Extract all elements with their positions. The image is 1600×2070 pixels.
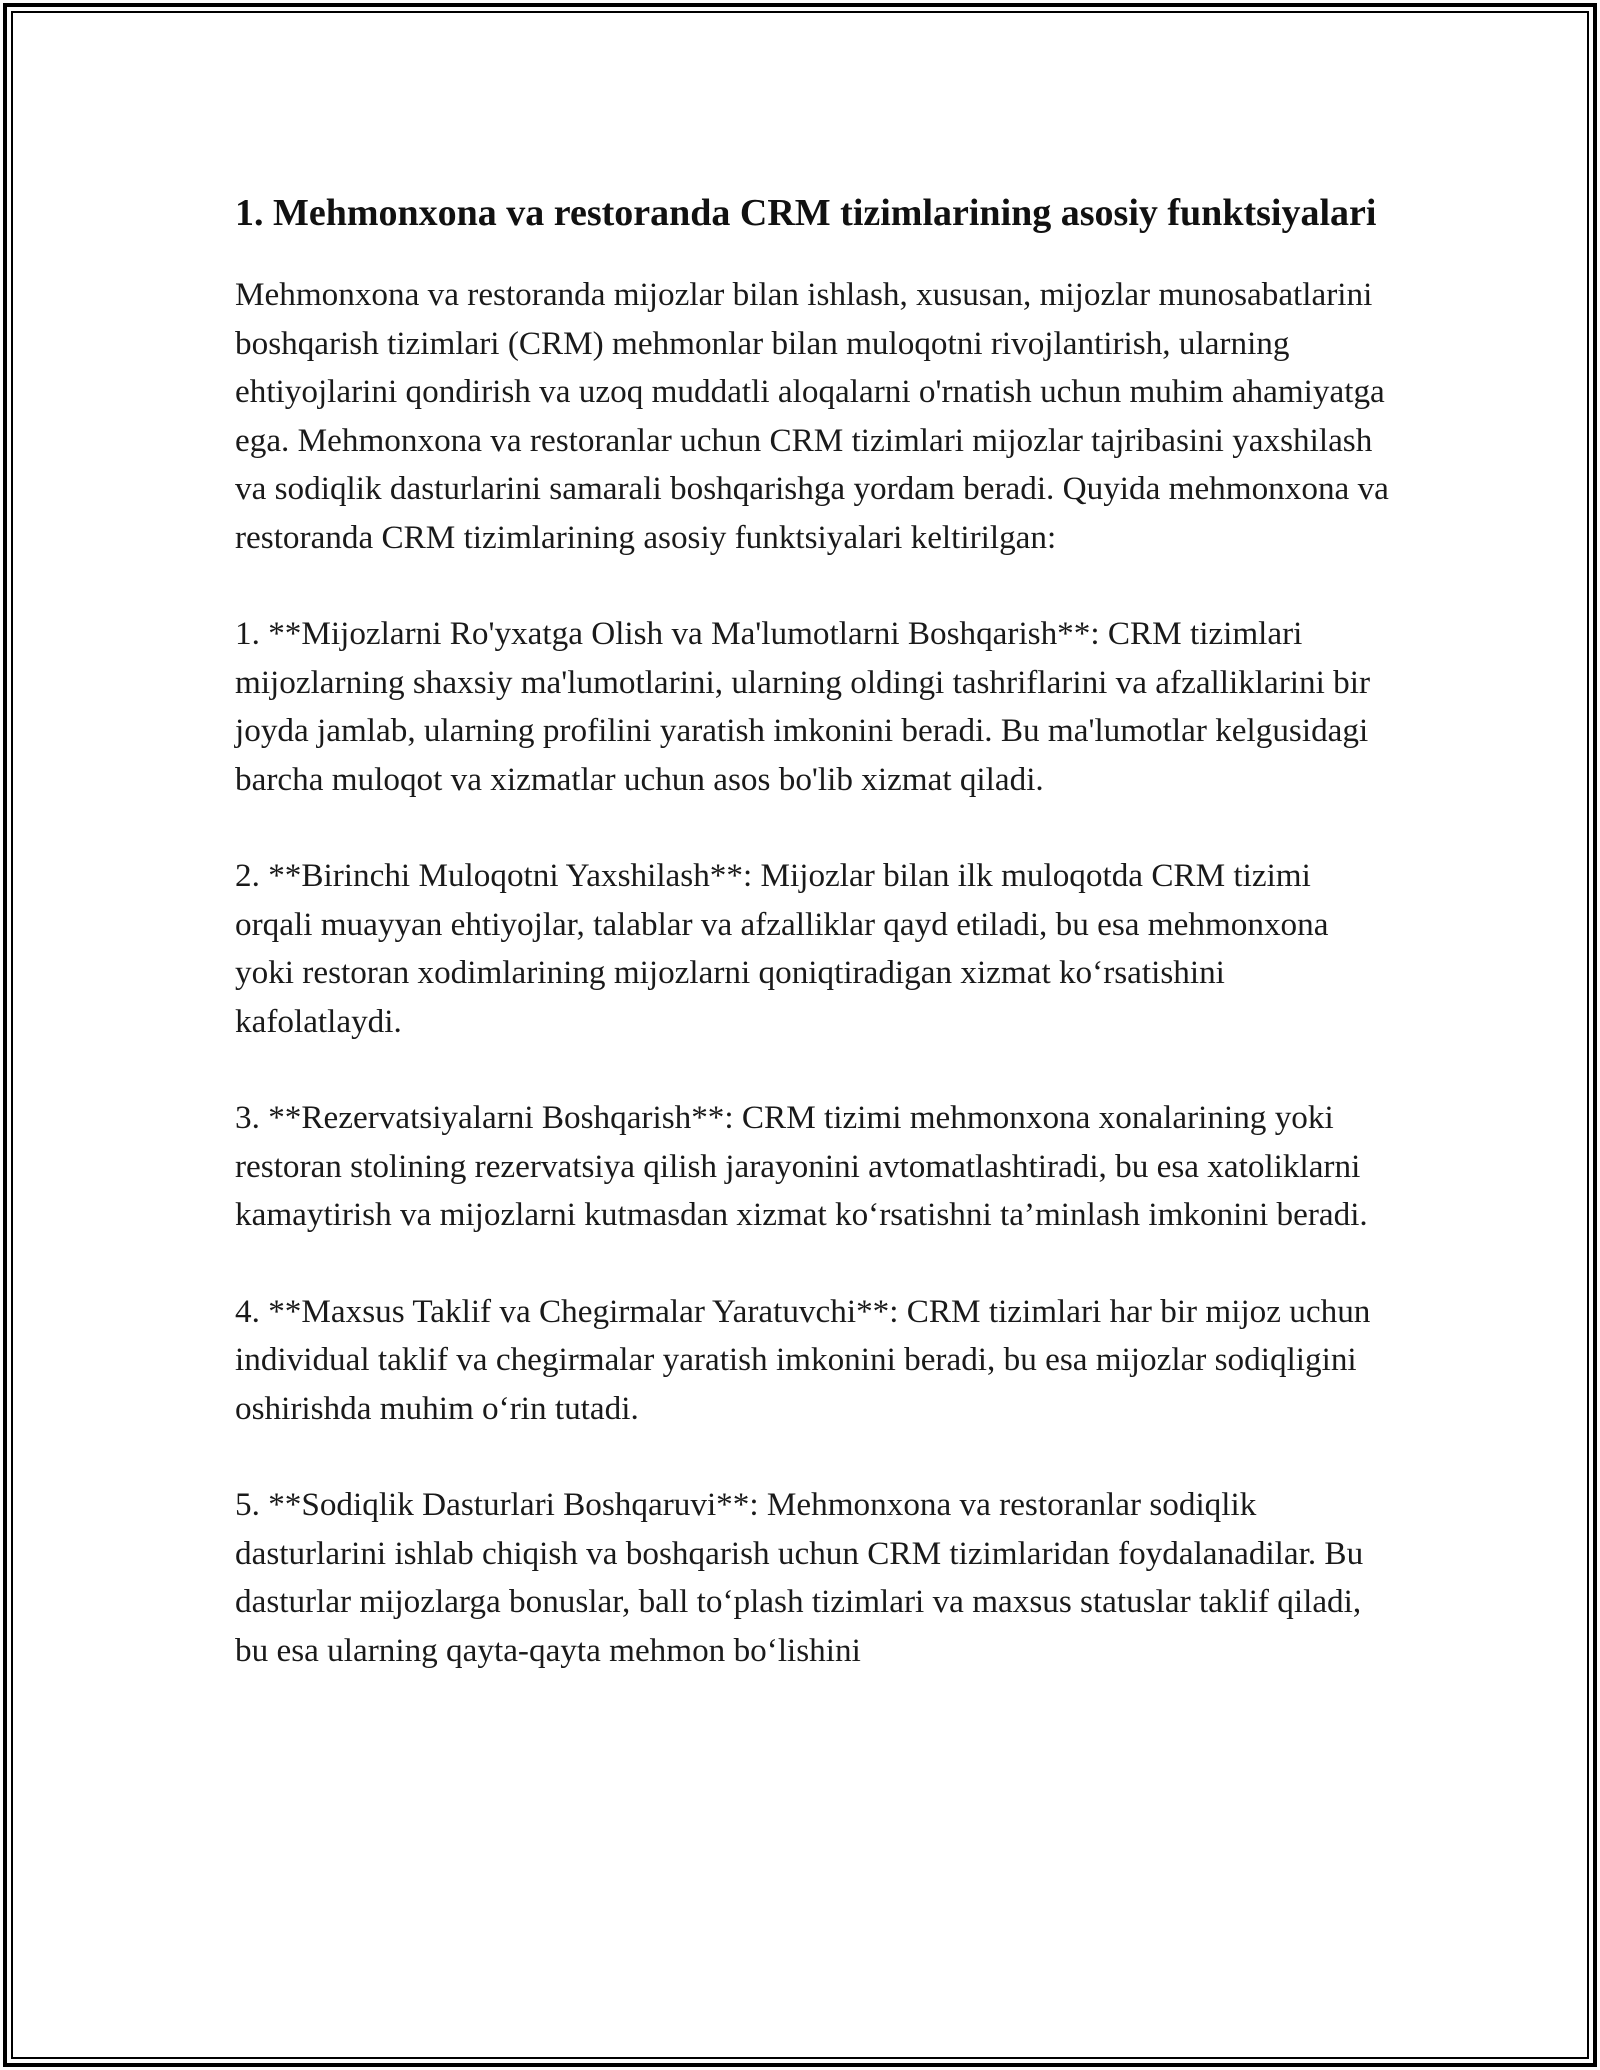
document-body	[235, 186, 1395, 1723]
list-item-1: 1. **Mijozlarni Ro'yxatga Olish va Ma'lumotlarni Boshqarish**: CRM tizimlari mijozlarning shaxsiy ma'lumotlarini, ularning oldingi tashriflarini va afzalliklarini bir joyda jamlab, ularning profilini yaratish imkonini beradi. Bu ma'lumotlar kelgusidagi barcha muloqot va xizmatlar uchun asos bo'lib xizmat qiladi.	[235, 615, 1371, 798]
list-item-5: 5. **Sodiqlik Dasturlari Boshqaruvi**: Mehmonxona va restoranlar sodiqlik dasturlarini ishlab chiqish va boshqarish uchun CRM tizimlaridan foydalanadilar. Bu dasturlar mijozlarga bonuslar, ball to‘plash tizimlari va maxsus statuslar taklif qiladi, bu esa ularning qayta-qayta mehmon bo‘lishini	[235, 1486, 1364, 1669]
section-heading: 1. Mehmonxona va restoranda CRM tizimlarining asosiy funktsiyalari	[235, 192, 1377, 234]
intro-paragraph: Mehmonxona va restoranda mijozlar bilan ishlash, xususan, mijozlar munosabatlarini boshqarish tizimlari (CRM) mehmonlar bilan muloqotni rivojlantirish, ularning ehtiyojlarini qondirish va uzoq muddatli aloqalarni o'rnatish uchun muhim ahamiyatga ega. Mehmonxona va restoranlar uchun CRM tizimlari mijozlar tajribasini yaxshilash va sodiqlik dasturlarini samarali boshqarishga yordam beradi. Quyida mehmonxona va restoranda CRM tizimlarining asosiy funktsiyalari keltirilgan:	[235, 276, 1389, 556]
list-item-3: 3. **Rezervatsiyalarni Boshqarish**: CRM tizimi mehmonxona xonalarining yoki restoran stolining rezervatsiya qilish jarayonini avtomatlashtiradi, bu esa xatoliklarni kamaytirish va mijozlarni kutmasdan xizmat ko‘rsatishni ta’minlash imkonini beradi.	[235, 1099, 1368, 1233]
list-item-4: 4. **Maxsus Taklif va Chegirmalar Yaratuvchi**: CRM tizimlari har bir mijoz uchun individual taklif va chegirmalar yaratish imkonini beradi, bu esa mijozlar sodiqligini oshirishda muhim o‘rin tutadi.	[235, 1292, 1371, 1427]
list-item-2: 2. **Birinchi Muloqotni Yaxshilash**: Mijozlar bilan ilk muloqotda CRM tizimi orqali muayyan ehtiyojlar, talablar va afzalliklar qayd etiladi, bu esa mehmonxona yoki restoran xodimlarining mijozlarni qoniqtiradigan xizmat ko‘rsatishini kafolatlaydi.	[235, 857, 1329, 1040]
